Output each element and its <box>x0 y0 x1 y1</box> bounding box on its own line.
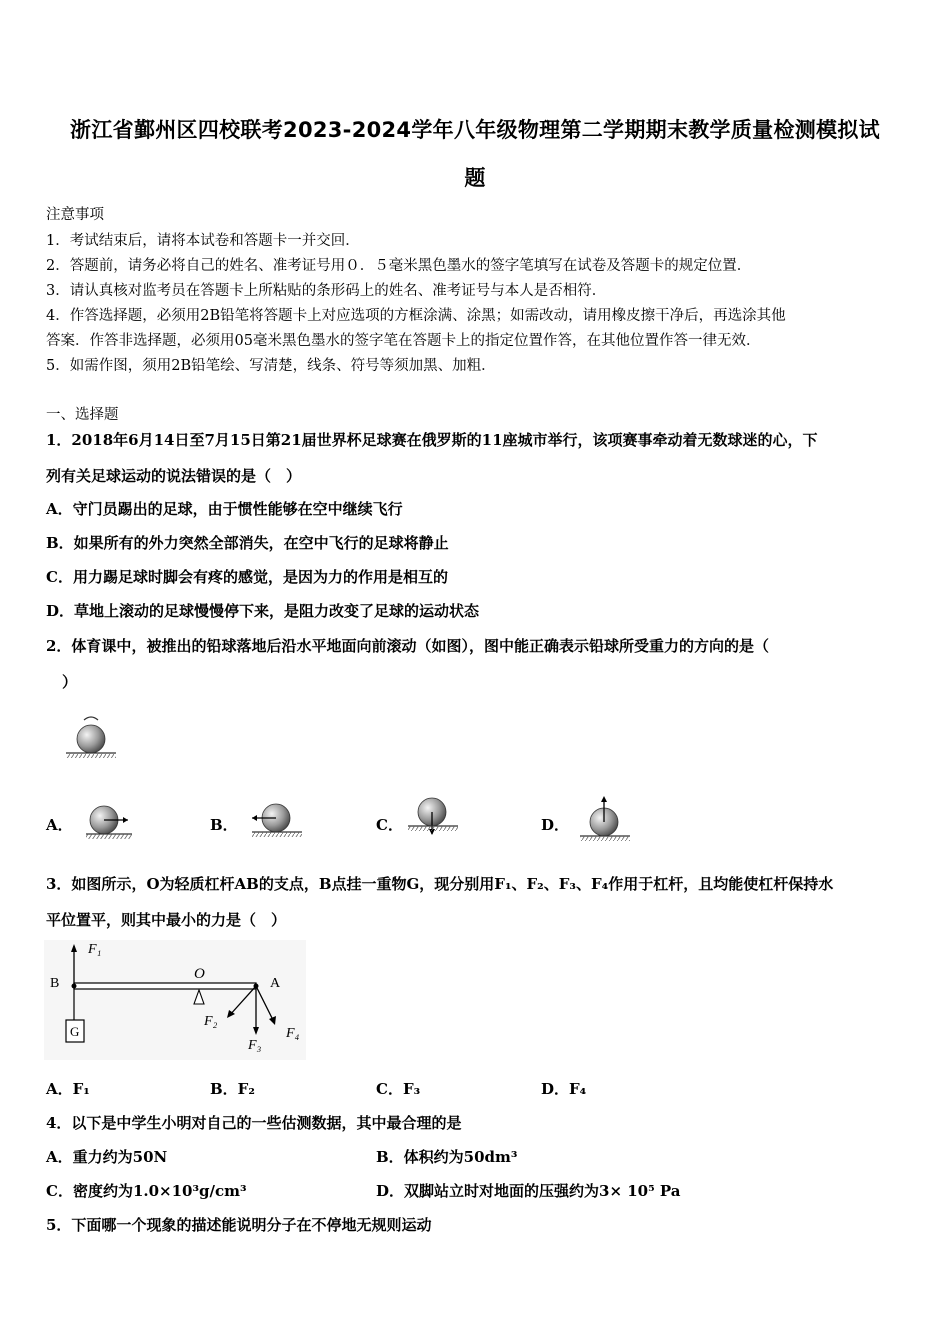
q5-stem: 5．下面哪一个现象的描述能说明分子在不停地无规则运动 <box>46 1216 432 1234</box>
q3-option-b: B．F₂ <box>210 1080 255 1098</box>
q3-lever-figure <box>44 940 306 1060</box>
q4-option-c: C．密度约为1.0×10³g/cm³ <box>46 1182 247 1200</box>
q2-option-a-label: A． <box>46 816 73 834</box>
q4-option-a: A．重力约为50N <box>46 1148 168 1166</box>
q1-stem-line2: 列有关足球运动的说法错误的是（ ） <box>46 467 302 485</box>
q2-main-figure <box>62 712 122 762</box>
q4-stem: 4．以下是中学生小明对自己的一些估测数据，其中最合理的是 <box>46 1114 462 1132</box>
label-a: A <box>270 976 281 991</box>
notice-item-5: 5．如需作图，须用2B铅笔绘、写清楚，线条、符号等须加黑、加粗． <box>46 358 496 374</box>
notice-item-1: 1．考试结束后，请将本试卷和答题卡一并交回． <box>46 233 360 249</box>
q1-option-c: C．用力踢足球时脚会有疼的感觉，是因为力的作用是相互的 <box>46 568 448 586</box>
shot-ball <box>77 725 105 753</box>
q2-stem-line1: 2．体育课中，被推出的铅球落地后沿水平地面向前滚动（如图），图中能正确表示铅球所受重力的方向的是（ <box>46 637 769 655</box>
q4-option-b: B．体积约为50dm³ <box>376 1148 518 1166</box>
label-o: O <box>194 966 205 982</box>
q3-option-c: C．F₃ <box>376 1080 421 1098</box>
notice-heading: 注意事项 <box>46 207 104 223</box>
lever-bar <box>74 983 256 989</box>
q2-option-c-figure <box>404 794 462 840</box>
label-f1: F₁ <box>88 942 102 957</box>
q1-option-d: D．草地上滚动的足球慢慢停下来，是阻力改变了足球的运动状态 <box>46 602 480 620</box>
q3-stem-line2: 平位置平，则其中最小的力是（ ） <box>46 911 287 929</box>
page-title-line2: 题 <box>464 166 486 190</box>
q3-option-d: D．F₄ <box>541 1080 587 1098</box>
fulcrum-icon <box>194 990 204 1004</box>
ground-hatch <box>66 753 116 758</box>
f2-arrow <box>229 986 256 1016</box>
q1-option-a: A．守门员踢出的足球，由于惯性能够在空中继续飞行 <box>46 500 403 518</box>
label-g: G <box>70 1024 80 1039</box>
q1-option-b: B．如果所有的外力突然全部消失，在空中飞行的足球将静止 <box>46 534 449 552</box>
notice-item-4-cont: 答案．作答非选择题，必须用05毫米黑色墨水的签字笔在答题卡上的指定位置作答，在其他位置作答一律无效． <box>46 333 761 349</box>
q2-option-b-label: B． <box>210 816 238 834</box>
label-f3: F₃ <box>248 1038 262 1053</box>
q2-stem-line2: ） <box>62 673 78 691</box>
q2-option-d-label: D． <box>541 816 570 834</box>
q2-option-b-figure <box>246 798 306 844</box>
label-b: B <box>50 976 60 991</box>
page-title-line1: 浙江省鄞州区四校联考2023-2024学年八年级物理第二学期期末教学质量检测模拟试 <box>70 118 880 142</box>
q3-stem-line1: 3．如图所示，O为轻质杠杆AB的支点，B点挂一重物G，现分别用F₁、F₂、F₃、F₄作用于杠杆，且均能使杠杆保持水 <box>46 875 834 893</box>
label-f2: F₂ <box>204 1014 218 1029</box>
q4-option-d: D．双脚站立时对地面的压强约为3× 10⁵ Pa <box>376 1182 681 1200</box>
label-f4: F₄ <box>286 1026 300 1041</box>
q2-option-d-figure <box>574 792 634 844</box>
section-heading: 一、选择题 <box>46 407 119 423</box>
notice-item-4: 4．作答选择题，必须用2B铅笔将答题卡上对应选项的方框涂满、涂黑；如需改动，请用橡皮擦干净后，再选涂其他 <box>46 308 786 324</box>
q2-option-c-label: C． <box>376 816 403 834</box>
q1-stem-line1: 1．2018年6月14日至7月15日第21届世界杯足球赛在俄罗斯的11座城市举行，该项赛事牵动着无数球迷的心，下 <box>46 431 818 449</box>
notice-item-3: 3．请认真核对监考员在答题卡上所粘贴的条形码上的姓名、准考证号与本人是否相符． <box>46 283 607 299</box>
q3-option-a: A．F₁ <box>46 1080 90 1098</box>
q2-option-a-figure <box>84 798 136 844</box>
rolling-arc-icon <box>84 717 98 720</box>
notice-item-2: 2．答题前，请务必将自己的姓名、准考证号用０．５毫米黑色墨水的签字笔填写在试卷及答题卡的规定位置． <box>46 258 752 274</box>
